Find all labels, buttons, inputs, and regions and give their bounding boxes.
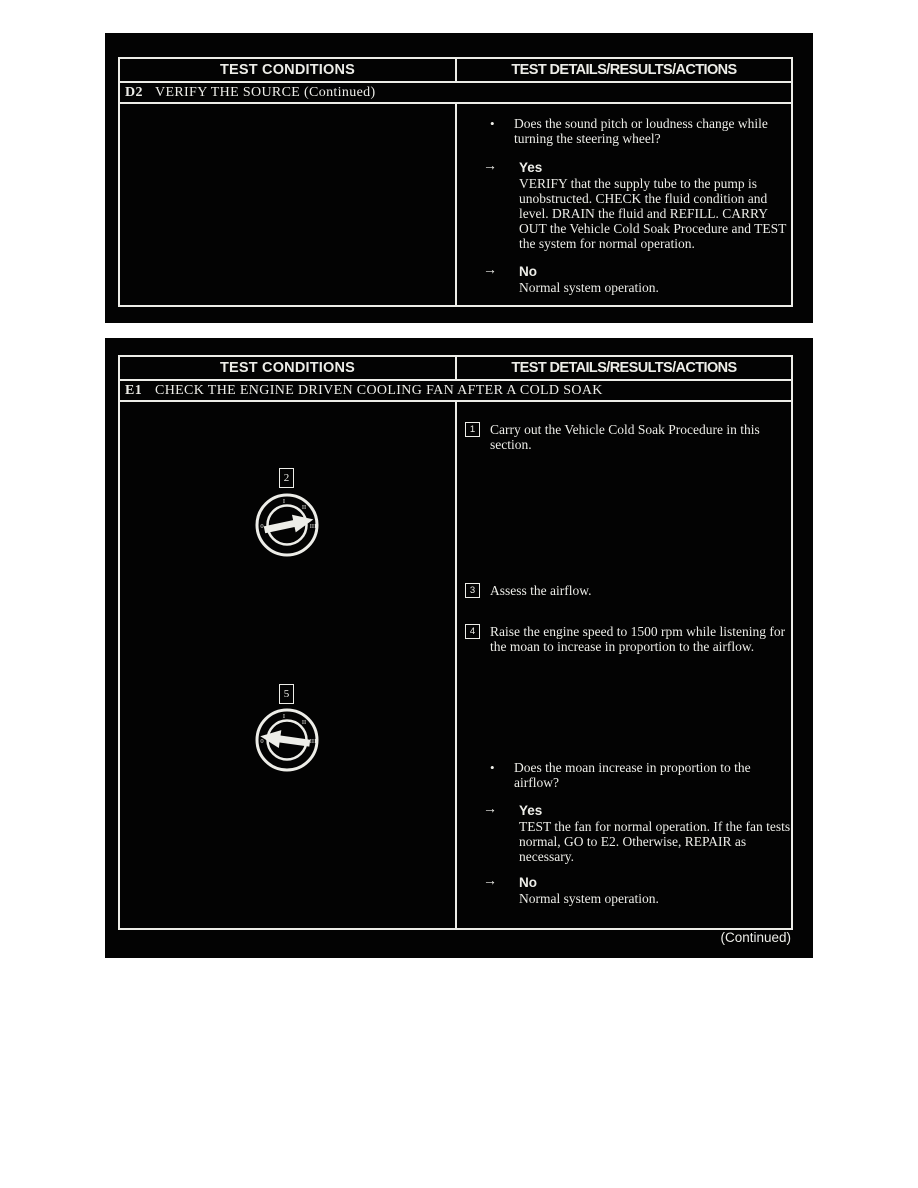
test-table-e1 xyxy=(118,355,793,930)
arrow-right-icon: → xyxy=(483,159,497,174)
header-test-conditions: TEST CONDITIONS xyxy=(120,357,457,379)
step-number-box: 1 xyxy=(465,422,480,437)
test-step-title: CHECK THE ENGINE DRIVEN COOLING FAN AFTER A COLD SOAK xyxy=(155,382,603,398)
header-test-details: TEST DETAILS/RESULTS/ACTIONS xyxy=(511,360,737,376)
header-test-conditions: TEST CONDITIONS xyxy=(120,59,457,81)
test-step-title: VERIFY THE SOURCE (Continued) xyxy=(155,84,376,100)
bullet-icon: • xyxy=(490,116,495,131)
header-test-details: TEST DETAILS/RESULTS/ACTIONS xyxy=(511,62,737,78)
dial-position-iii: III xyxy=(309,523,317,530)
question-text: Does the sound pitch or loudness change while turning the steering wheel? xyxy=(514,116,768,146)
yes-result-item xyxy=(457,803,791,864)
table-body xyxy=(120,104,791,305)
table-body xyxy=(120,402,791,928)
yes-result-item xyxy=(457,160,791,251)
yes-action-text: TEST the fan for normal operation. If the fan tests normal, GO to E2. Otherwise, REPAIR as necessary. xyxy=(519,819,791,864)
test-step-title-row xyxy=(120,83,791,104)
test-conditions-cell xyxy=(120,104,457,305)
test-table-d2 xyxy=(118,57,793,307)
dial-position-i: I xyxy=(282,498,286,505)
question-text: Does the moan increase in proportion to the airflow? xyxy=(514,760,751,790)
yes-label: Yes xyxy=(519,160,543,175)
test-step-title-row xyxy=(120,381,791,402)
numbered-step xyxy=(465,583,791,598)
arrow-right-icon: → xyxy=(483,874,497,889)
step-text: Raise the engine speed to 1500 rpm while listening for the moan to increase in proportion to the airflow. xyxy=(490,624,786,654)
test-conditions-cell xyxy=(120,402,457,928)
dial-position-0: 0 xyxy=(260,738,264,745)
question-item xyxy=(457,116,791,146)
question-item xyxy=(457,760,791,790)
ignition-switch-dial-off xyxy=(252,705,322,775)
table-header-row xyxy=(120,357,791,381)
table-header-row xyxy=(120,59,791,83)
no-label: No xyxy=(519,264,537,279)
continued-label: (Continued) xyxy=(720,930,791,945)
test-details-cell xyxy=(457,104,791,305)
no-action-text: Normal system operation. xyxy=(519,891,659,906)
pinpoint-test-panel-e1 xyxy=(105,338,813,958)
no-label: No xyxy=(519,875,537,890)
test-step-code: E1 xyxy=(125,382,143,398)
step-text: Carry out the Vehicle Cold Soak Procedure in this section. xyxy=(490,422,760,452)
step-number-box: 4 xyxy=(465,624,480,639)
no-result-item xyxy=(457,875,791,906)
dial-position-0: 0 xyxy=(260,523,264,530)
arrow-right-icon: → xyxy=(483,263,497,278)
figure-callout-2: 2 xyxy=(279,468,294,488)
dial-position-ii: II xyxy=(301,504,307,511)
arrow-right-icon: → xyxy=(483,802,497,817)
no-result-item xyxy=(457,264,791,295)
figure-callout-5: 5 xyxy=(279,684,294,704)
yes-label: Yes xyxy=(519,803,543,818)
yes-action-text: VERIFY that the supply tube to the pump is unobstructed. CHECK the fluid condition and level. DRAIN the fluid and REFILL. CARRY OUT the Vehicle Cold Soak Procedure and TEST the system for normal operation. xyxy=(519,176,787,251)
numbered-step xyxy=(465,624,791,654)
no-action-text: Normal system operation. xyxy=(519,280,659,295)
test-details-cell xyxy=(457,402,791,928)
step-number-box: 3 xyxy=(465,583,480,598)
pinpoint-test-panel-d2 xyxy=(105,33,813,323)
dial-position-ii: II xyxy=(301,719,307,726)
dial-position-iii: III xyxy=(309,738,317,745)
test-step-code: D2 xyxy=(125,84,143,100)
bullet-icon: • xyxy=(490,760,495,775)
ignition-switch-dial-run xyxy=(252,490,322,560)
dial-position-i: I xyxy=(282,713,286,720)
numbered-step xyxy=(465,422,791,452)
step-text: Assess the airflow. xyxy=(490,583,592,598)
